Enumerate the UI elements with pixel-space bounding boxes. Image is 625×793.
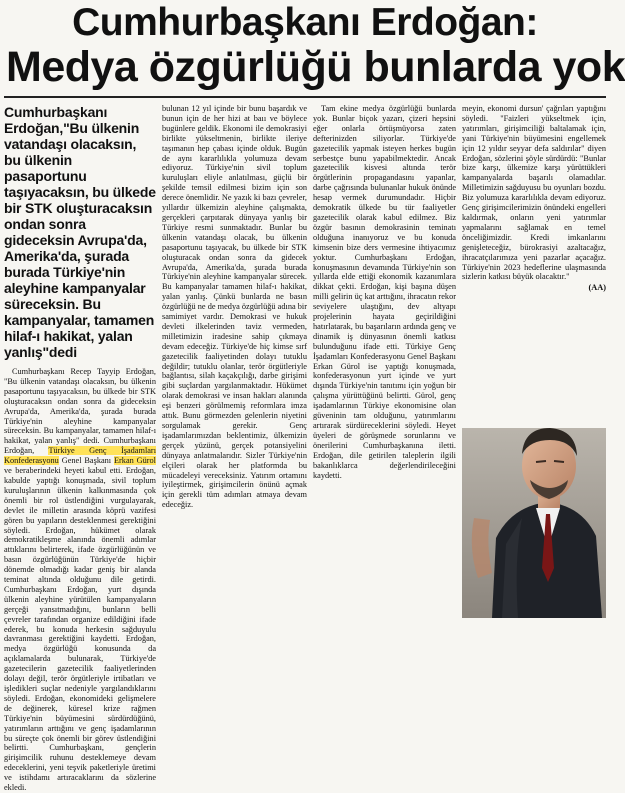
body-paragraph: bulunan 12 yıl içinde bir bunu başardık ve bunun için de her hizi at baıı ve böylece bugünlere geldik. Ekonomi ile demokrasiyi birlikte yükseltmenin, birlikte ileriye taşımanın hep çabası içinde olduk. Bugün de aynı kararlılıkla yolumuza devam ediyoruz. Türkiye'nin sivil toplum kuruluşları eliyle anlatılması, güçlü bir şekilde temsil edilmesi bizim için son derece önemlidir. Ne yazık ki bazı çevreler, yıllardır ülkemizin aleyhine çalışmakta, gerçekleri çarpıtarak dünyaya yanlış bir Türkiye resmi sunmaktadır. Bunlar bu ülkenin vatandaşı olacak, bu ülkenin pasaportunu taşıyacak, bu ülkede bir STK oluşturacak ondan sonra da gidecek Avrupa'da, Amerika'da, şurada burada Türkiye'nin aleyhine kampanyalar sürecek. Bu kampanyalar tamamen hilaf-ı hakikat, yalan yanlış. Çünkü bunlarda ne basın özgürlüğü ne de medya özgürlüğü adına bir samimiyet vardır. Demokrasi ve hukuk devleti ilkelerinden taviz vermeden, milletimizin iradesine sahip çıkmaya devam edeceğiz. Türkiye'de hiç kimse sırf gazetecilik faaliyetinden dolayı tutuklu değildir; tutuklu olanlar, terör örgütleriyle bağlantısı, silah kaçakçılığı, darbe girişimi gibi suçlardan yargılanmaktadır. Hükümet olarak demokrasi ve insan hakları alanında eşi benzeri görülmemiş reformlara imza attık. Bunu görmezden gelenlerin niyetini sorgulamak gerekir. Genç işadamlarımızdan beklentimiz, ülkemizin gerçek yüzünü, gerçek potansiyelini dünyaya anlatmalarıdır. Sizler Türkiye'nin elçileri olarak her platformda bu mücadeleyi vereceksiniz. Yatırım ortamını iyileştirmek, girişimcilerin önünü açmak için gerekli tüm adımları atmaya devam edeceğiz. (162, 104, 307, 510)
body-text: ve beraberindeki heyeti kabul etti. Erdoğan, kabulde yaptığı konuşmada, sivil toplum kuruluşlarının ülkenin kalkınmasında çok önemli bir rol üstlendiğini vurgulayarak, devlet ile milletin arasında köprü vazifesi gören bu yapıların desteklenmesi gerektiğini söyledi. Erdoğan, hükümet olarak demokratikleşme alanında önemli adımlar attıklarını belirterek, ifade özgürlüğünün ve basın özgürlüğünün Türkiye'de hiçbir dönemde olmadığı kadar geniş bir alanda teminat altında olduğunu dile getirdi. Cumhurbaşkanı Erdoğan, yurt dışında ülkenin aleyhine yürütülen kampanyaların gerçeği yansıtmadığını, bunların belli çevreler tarafından organize edildiğini ifade ederek, bu konuda herkesin sağduyulu davranması gerektiğini kaydetti. Erdoğan, medya özgürlüğü konusunda da açıklamalarda bulunarak, Türkiye'de gazetecilerin gazetecilik faaliyetlerinden dolayı değil, terör örgütleriyle irtibatları ve işledikleri suçlar nedeniyle yargılandıklarını söyledi. Erdoğan, ekonomideki gelişmelere de değinerek, küresel krize rağmen Türkiye'nin büyümesini sürdürdüğünü, yatırımların arttığını ve genç işadamlarının bu süreçte çok önemli bir görev üstlendiğini belirtti. Cumhurbaşkanı, gençlerin girişimcilik ruhunu desteklemeye devam edeceklerini, yeni teşvik paketleriyle üretimi ve istihdamı artıracaklarını da sözlerine ekledi. (4, 466, 156, 793)
article-column-3 (313, 104, 456, 616)
article-column-2 (162, 104, 307, 616)
spot-text: Cumhurbaşkanı Erdoğan,"Bu ülkenin vatandaşı olacaksın, bu ülkenin pasaportunu taşıyacaksın, bu ülkede bir STK oluşturacaksın ondan sonra gideceksin Avrupa'da, Amerika'da, şurada burada Türkiye'nin aleyhine kampanyalar süreceksin. Bu kampanyalar, tamamen hilaf-ı hakikat, yalan yanlış"dedi (4, 104, 156, 360)
body-text: Genel Başkanı (61, 456, 112, 466)
highlighted-person: Erkan Gürol (113, 456, 156, 466)
portrait-illustration (462, 368, 606, 618)
headline-line-2: Medya özgürlüğü bunlarda yok (6, 43, 625, 91)
body-paragraph: Tam ekine medya özgürlüğü bunlarda yok. Bunlar biçok yazarı, çizeri hepsini eğer onlarla örtüşmüyorsa zaten defterinizden siliyorlar. Türkiye'de gazetecilik yapmak isteyen herkes bugün serbestçe bunu yapabilmektedir. Ancak gazetecilik kisvesi altında terör örgütlerinin propagandasını yapanlar, darbe çağrısında bulunanlar hukuk önünde hesap vermek durumundadır. Hiçbir demokratik ülkede bu tür faaliyetler gazetecilik olarak kabul edilmez. Biz özgür basının demokrasinin teminatı olduğuna inanıyoruz ve bu konuda kimsenin bize ders vermesine ihtiyacımız yoktur. Cumhurbaşkanı Erdoğan, konuşmasının devamında Türkiye'nin son yıllarda elde ettiği ekonomik kazanımlara dikkat çekti. Erdoğan, kişi başına düşen milli gelirin üç kat arttığını, ihracatın rekor seviyelere ulaştığını, dev altyapı projelerinin hayata geçirildiğini hatırlatarak, bu başarıların ardında genç ve dinamik iş dünyasının önemli katkısı bulunduğunu ifade etti. Türkiye Genç İşadamları Konfederasyonu Genel Başkanı Erkan Gürol ise yaptığı konuşmada, konfederasyonun yurt içinde ve yurt dışında Türkiye'nin tanıtımı için yoğun bir çalışma yürüttüğünü belirtti. Gürol, genç işadamlarının Türkiye ekonomisine olan güveninin tam olduğunu, yatırımlarını artırarak sürdüreceklerini söyledi. Heyet üyeleri de görüşmede sorunlarını ve önerilerini Cumhurbaşkanına iletti. Erdoğan, dile getirilen taleplerin ilgili bakanlıklarca değerlendirileceğini kaydetti. (313, 104, 456, 480)
body-paragraph (4, 367, 156, 793)
body-text: Cumhurbaşkanı Recep Tayyip Erdoğan, "Bu ülkenin vatandaşı olacaksın, bu ülkenin pasaportunu taşıyacaksın, bu ülkede bir STK oluşturacaksın ondan sonra da gideceksin Avrupa'da, Amerika'da, şurada burada Türkiye'nin aleyhine kampanyalar süreceksin. Bu kampanyalar, tamamen hilaf-ı hakikat, yalan yanlış" dedi. Cumhurbaşkanı Erdoğan, (4, 367, 156, 456)
body-paragraph: meyin, ekonomi dursun' çağrıları yaptığını söyledi. "Faizleri yükseltmek için, yatırımları, girişimciliği baltalamak için, yani Türkiye'nin büyümesini engellemek için 12 yıldır seyyar defa saldırılar" diyen Erdoğan, sözlerini şöyle sürdürdü: "Bunlar bize karşı, ülkemize karşı yürüttükleri kampanyalarda başarılı olamadılar. Milletimizin sağduyusu bu oyunları bozdu. Biz yolumuza kararlılıkla devam ediyoruz. Genç girişimcilerimizin önündeki engelleri kaldırmak, onların yeni yatırımlar yapmalarını sağlamak en temel önceliğimizdir. Kredi imkanlarını genişleteceğiz, bürokrasiyi azaltacağız, ihracatçılarımıza yeni pazarlar açacağız. Türkiye'nin 2023 hedeflerine ulaşmasında sizlerin katkısı büyük olacaktır." (462, 104, 606, 282)
headline-line-1: Cumhurbaşkanı Erdoğan: (72, 1, 538, 44)
erdogan-photo (462, 368, 606, 618)
agency-signature: (AA) (588, 283, 606, 293)
headline-divider (4, 96, 606, 98)
highlighted-organization: Türkiye Genç İşadamları Konfederasyonu (4, 446, 156, 466)
article-column-1 (4, 104, 156, 793)
